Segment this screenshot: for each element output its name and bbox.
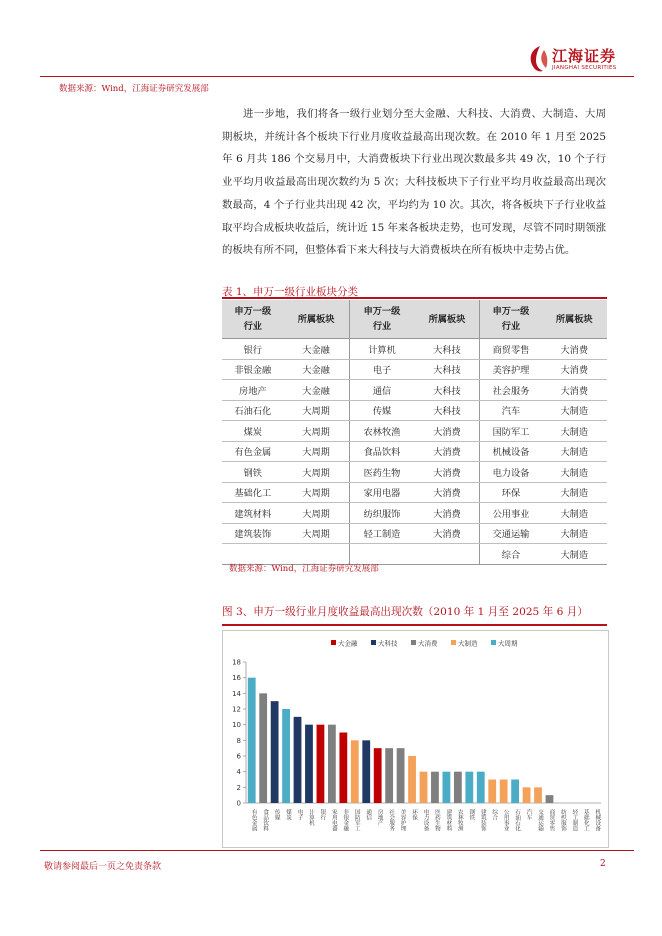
industry-cell: 基础化工 [222,482,284,503]
bar [500,780,508,804]
header-divider [40,76,634,77]
sector-cell: 大消费 [542,359,608,380]
industry-cell: 商贸零售 [480,339,542,360]
header-industry: 申万一级 行业 [480,300,542,339]
table-row [222,441,607,462]
x-tick-label: 传媒 [273,809,280,821]
sector-cell [414,544,479,565]
bar [534,787,542,803]
sector-cell: 大金融 [284,339,349,360]
x-tick-label: 综合 [491,809,498,821]
sector-cell: 大金融 [284,359,349,380]
industry-cell [222,544,284,565]
sector-cell: 大制造 [542,462,608,483]
table-row [222,462,607,483]
bar [511,780,519,804]
figure-title: 图 3、申万一级行业月度收益最高出现次数（2010 年 1 月至 2025 年 6 月） [222,606,588,618]
bar [385,748,393,803]
bar [443,772,451,803]
bar [339,733,347,804]
x-tick-label: 建筑装饰 [479,809,486,832]
x-tick-label: 基础化工 [582,809,589,832]
x-tick-label: 钢铁 [468,809,475,821]
bar [465,772,473,803]
bar [523,787,531,803]
x-tick-label: 计算机 [307,809,314,826]
x-tick-label: 电力设备 [422,809,429,832]
industry-cell: 美容护理 [480,359,542,380]
table-row [222,400,607,421]
sector-cell: 大科技 [414,359,479,380]
bar [328,725,336,803]
table-row [222,503,607,524]
legend-label: 大制造 [458,639,478,648]
sector-cell: 大消费 [414,503,479,524]
x-tick-label: 机械设备 [594,809,601,832]
industry-cell: 计算机 [349,339,414,360]
industry-cell: 非银金融 [222,359,284,380]
sector-cell: 大科技 [414,400,479,421]
industry-cell: 公用事业 [480,503,542,524]
header-sector: 所属板块 [284,300,349,339]
x-tick-label: 银行 [319,809,326,821]
bar [259,693,267,803]
table-source-note: 数据来源：Wind，江海证券研究发展部 [229,564,379,574]
legend-swatch [491,640,496,645]
industry-cell: 建筑装饰 [222,523,284,544]
legend-label: 大科技 [378,639,398,648]
industry-cell: 房地产 [222,380,284,401]
y-tick-label: 16 [232,674,241,683]
bar [397,748,405,803]
legend-swatch [371,640,376,645]
sector-cell: 大消费 [414,462,479,483]
sector-cell: 大科技 [414,339,479,360]
bar [408,756,416,803]
sector-cell: 大消费 [542,339,608,360]
bar [271,701,279,803]
industry-cell: 钢铁 [222,462,284,483]
industry-cell: 银行 [222,339,284,360]
table-row [222,544,607,565]
y-tick-label: 12 [232,705,241,714]
industry-cell: 有色金属 [222,441,284,462]
sector-cell [284,544,349,565]
x-tick-label: 商贸零售 [548,809,555,832]
header-industry: 申万一级 行业 [349,300,414,339]
x-tick-label: 交通运输 [537,809,544,832]
industry-cell: 电子 [349,359,414,380]
sector-cell: 大消费 [414,441,479,462]
logo-mark-icon [526,44,552,74]
bar [488,780,496,804]
sector-cell: 大制造 [542,482,608,503]
x-tick-label: 美容护理 [399,809,406,832]
y-tick-label: 4 [236,768,241,777]
chart-frame [222,630,609,848]
table-row [222,359,607,380]
x-tick-label: 环保 [411,809,418,821]
sector-cell: 大消费 [414,482,479,503]
legend-swatch [411,640,416,645]
x-tick-label: 有色金属 [250,809,257,832]
industry-cell: 环保 [480,482,542,503]
page-number: 2 [600,859,606,869]
table-row [222,421,607,442]
x-tick-label: 纺织服饰 [559,809,566,832]
sector-cell: 大消费 [414,421,479,442]
sector-cell: 大周期 [284,400,349,421]
x-tick-label: 石油石化 [514,809,521,832]
sector-cell: 大周期 [284,503,349,524]
bar [431,772,439,803]
y-tick-label: 8 [236,736,241,745]
legend-swatch [451,640,456,645]
legend-label: 大消费 [418,639,438,648]
y-tick-label: 6 [236,752,241,761]
table-row [222,523,607,544]
bar [420,772,428,803]
bar [374,748,382,803]
bar [477,772,485,803]
sector-cell: 大制造 [542,441,608,462]
x-tick-label: 社会服务 [388,809,395,832]
industry-cell: 轻工制造 [349,523,414,544]
x-tick-label: 农林牧渔 [456,809,463,832]
sector-cell: 大金融 [284,380,349,401]
top-source-note: 数据来源：Wind，江海证券研究发展部 [59,84,209,94]
industry-cell: 汽车 [480,400,542,421]
y-tick-label: 2 [236,783,241,792]
industry-cell: 通信 [349,380,414,401]
bar [351,740,359,803]
industry-cell: 电力设备 [480,462,542,483]
paragraph-text: 进一步地，我们将各一级行业划分至大金融、大科技、大消费、大制造、大周期板块，并统计各个板块下行业月度收益最高出现次数。在 2010 年 1 月至 2025 年 6 月共 186 个交易月中，大消费板块下行业出现次数最多共 49 次，10 个子行业平均月收益最高出现次数约为 5 次；大科技板块下子行业平均月收益最高出现次数最高，4 个子行业共出现 42 次，平均约为 10 次。其次，将各板块下子行业收益取平均合成板块收益后，统计近 15 年来各板块走势，也可发现，尽管不同时期领涨的板块有所不同，但整体看下来大科技与大消费板块在所有板块中走势占优。 [222,108,606,257]
sector-cell: 大制造 [542,400,608,421]
logo-text: 江海证券 [552,47,617,65]
table-title: 表 1、申万一级行业板块分类 [222,286,359,298]
table-top-rule [222,297,607,299]
industry-cell: 机械设备 [480,441,542,462]
bar [248,678,256,803]
x-tick-label: 医药生物 [433,809,440,832]
figure-top-rule [222,624,607,626]
bar-chart [223,631,608,847]
industry-cell: 传媒 [349,400,414,421]
legend-label: 大金融 [338,639,358,648]
industry-cell: 石油石化 [222,400,284,421]
sector-cell: 大消费 [414,523,479,544]
y-tick-label: 18 [232,658,241,667]
bar [305,725,313,803]
industry-cell: 纺织服饰 [349,503,414,524]
x-tick-label: 房地产 [376,809,383,826]
x-tick-label: 建筑材料 [445,809,452,832]
bar [282,709,290,803]
x-tick-label: 轻工制造 [571,809,578,832]
bar [362,740,370,803]
sector-cell: 大制造 [542,421,608,442]
x-tick-label: 家用电器 [330,809,337,832]
industry-cell: 交通运输 [480,523,542,544]
bar [317,725,325,803]
y-tick-label: 14 [232,689,241,698]
bar [454,772,462,803]
industry-cell: 综合 [480,544,542,565]
header-sector: 所属板块 [542,300,608,339]
header-sector: 所属板块 [414,300,479,339]
industry-cell: 国防军工 [480,421,542,442]
legend-swatch [331,640,336,645]
table-row [222,380,607,401]
sector-cell: 大周期 [284,462,349,483]
x-tick-label: 汽车 [525,809,532,821]
x-tick-label: 非银金融 [342,809,349,832]
industry-cell: 医药生物 [349,462,414,483]
header-industry: 申万一级 行业 [222,300,284,339]
table-row [222,339,607,360]
industry-cell: 农林牧渔 [349,421,414,442]
sector-cell: 大制造 [542,503,608,524]
body-paragraph [222,103,606,262]
sector-cell: 大周期 [284,482,349,503]
x-tick-label: 食品饮料 [262,809,269,832]
y-tick-label: 10 [232,721,241,730]
bar [294,717,302,803]
industry-cell: 煤炭 [222,421,284,442]
table-row [222,482,607,503]
logo-subtext: JIANGHAI SECURITIES [552,65,617,71]
bar [546,795,554,803]
x-tick-label: 国防军工 [353,809,360,832]
legend-label: 大周期 [498,639,518,648]
industry-cell [349,544,414,565]
sector-cell: 大周期 [284,421,349,442]
footer-divider [40,850,634,851]
x-tick-label: 煤炭 [285,809,292,821]
sector-cell: 大制造 [542,523,608,544]
industry-cell: 食品饮料 [349,441,414,462]
industry-cell: 家用电器 [349,482,414,503]
sector-cell: 大周期 [284,523,349,544]
sector-cell: 大消费 [542,380,608,401]
table-header-row [222,300,607,339]
x-tick-label: 公用事业 [502,809,509,832]
industry-cell: 社会服务 [480,380,542,401]
footer-disclaimer: 敬请参阅最后一页之免责条款 [44,862,162,872]
y-tick-label: 0 [236,799,241,808]
x-tick-label: 电子 [296,809,303,821]
sector-cell: 大制造 [542,544,608,565]
industry-cell: 建筑材料 [222,503,284,524]
sector-cell: 大科技 [414,380,479,401]
sector-cell: 大周期 [284,441,349,462]
industry-table [222,300,607,565]
x-tick-label: 通信 [365,809,372,821]
